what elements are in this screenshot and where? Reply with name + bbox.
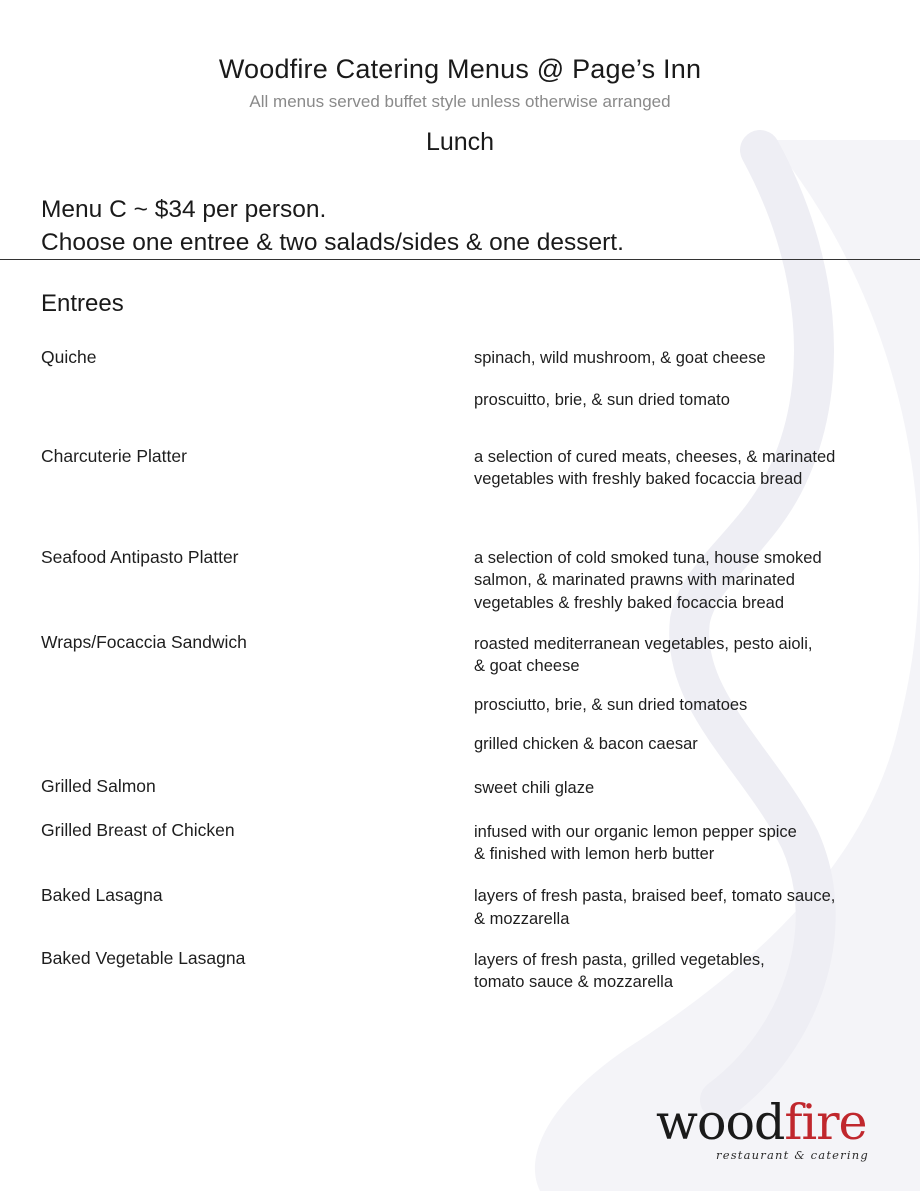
item-desc-wraps-3: prosciutto, brie, & sun dried tomatoes — [474, 696, 748, 714]
item-name-wraps: Wraps/Focaccia Sandwich — [41, 632, 247, 652]
item-desc-salmon-1: sweet chili glaze — [474, 779, 595, 797]
item-name-chicken: Grilled Breast of Chicken — [41, 820, 235, 840]
divider — [0, 259, 920, 260]
item-desc-charcuterie-2: vegetables with freshly baked focaccia bread — [474, 470, 803, 488]
item-desc-charcuterie-1: a selection of cured meats, cheeses, & marinated — [474, 448, 836, 466]
item-desc-seafood-1: a selection of cold smoked tuna, house smoked — [474, 549, 822, 567]
item-desc-lasagna-2: & mozzarella — [474, 910, 570, 928]
item-desc-veg-lasagna-2: tomato sauce & mozzarella — [474, 973, 674, 991]
item-name-salmon: Grilled Salmon — [41, 776, 156, 796]
logo-wordmark — [656, 1096, 867, 1150]
item-name-quiche: Quiche — [41, 347, 97, 367]
item-desc-quiche-2: proscuitto, brie, & sun dried tomato — [474, 391, 730, 409]
item-desc-veg-lasagna-1: layers of fresh pasta, grilled vegetables, — [474, 951, 765, 969]
item-name-charcuterie: Charcuterie Platter — [41, 446, 187, 466]
item-desc-wraps-4: grilled chicken & bacon caesar — [474, 735, 698, 753]
page-subtitle: All menus served buffet style unless otherwise arranged — [249, 92, 671, 111]
item-desc-chicken-2: & finished with lemon herb butter — [474, 845, 715, 863]
item-desc-seafood-3: vegetables & freshly baked focaccia bread — [474, 594, 785, 612]
item-desc-lasagna-1: layers of fresh pasta, braised beef, tomato sauce, — [474, 887, 836, 905]
item-name-seafood: Seafood Antipasto Platter — [41, 547, 239, 567]
section-title-entrees: Entrees — [41, 290, 124, 317]
logo-tagline: restaurant & catering — [716, 1148, 869, 1162]
item-name-veg-lasagna: Baked Vegetable Lasagna — [41, 948, 246, 968]
item-desc-quiche-1: spinach, wild mushroom, & goat cheese — [474, 349, 766, 367]
meal-heading: Lunch — [425, 128, 495, 156]
woodfire-logo — [656, 1096, 886, 1176]
logo-fire: fire — [784, 1094, 867, 1151]
item-desc-wraps-2: & goat cheese — [474, 657, 580, 675]
item-name-lasagna: Baked Lasagna — [41, 885, 163, 905]
menu-instructions: Choose one entree & two salads/sides & one dessert. — [41, 229, 624, 256]
page-title: Woodfire Catering Menus @ Page’s Inn — [218, 54, 702, 84]
item-desc-chicken-1: infused with our organic lemon pepper spice — [474, 823, 797, 841]
item-desc-wraps-1: roasted mediterranean vegetables, pesto aioli, — [474, 635, 813, 653]
menu-price: Menu C ~ $34 per person. — [41, 196, 327, 223]
logo-wood: wood — [656, 1094, 785, 1151]
item-desc-seafood-2: salmon, & marinated prawns with marinated — [474, 571, 795, 589]
